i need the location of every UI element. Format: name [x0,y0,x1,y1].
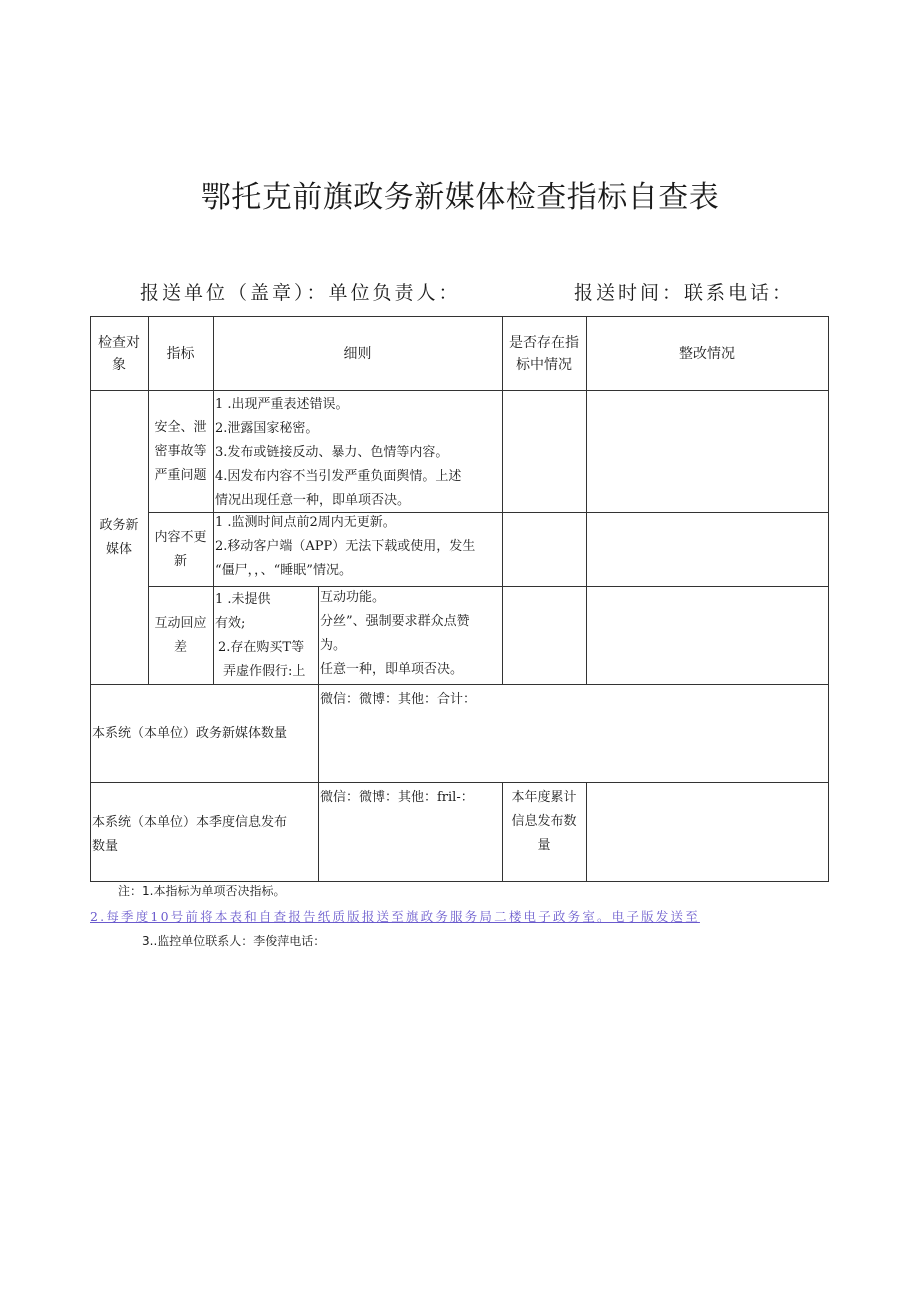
indicator-stale: 内容不更 新 [154,530,207,569]
header-exist: 是否存在指 标中情况 [509,335,579,373]
indicator-interaction: 互动回应 差 [154,616,207,655]
count-label: 本系统（本单位）政务新媒体数量 [92,726,288,741]
object-label: 政务新 媒体 [99,518,139,557]
detail-interaction-left: 1 .未提供 有效; 2.存在购买T等 弄虚作假行:上 [215,592,306,679]
header-object: 检查对 象 [98,335,140,373]
note-3: 3..监控单位联系人：李俊萍电话： [142,934,326,948]
report-unit-line: 报送单位（盖章）：单位负责人： [140,282,461,304]
page-title: 鄂托克前旗政务新媒体检查指标自查表 [200,180,720,215]
detail-security: 1 .出现严重表述错误。 2.泄露国家秘密。 3.发布或链接反动、暴力、色情等内容。 4.因发布内容不当引发严重负面舆情。上述 情况出现任意一种，即单项否决。 [215,397,462,508]
detail-stale: 1 .监测时间点前2周内无更新。 2.移动客户端（APP）无法下载或使用，发生 “僵尸，，、“睡眠”情况。 [215,515,476,578]
report-time-line: 报送时间：联系电话： [574,282,795,304]
header-indicator: 指标 [166,346,195,362]
detail-interaction-right: 互动功能。 分丝”、强制要求群众点赞 为。 任意一种，即单项否决。 [320,590,470,677]
header-detail: 细则 [343,346,372,362]
quarter-label: 本系统（本单位）本季度信息发布 数量 [92,815,288,854]
header-rectify: 整改情况 [679,346,735,362]
quarter-value: 微信：微博：其他：fril-： [320,790,474,805]
note-1: 注：1.本指标为单项否决指标。 [118,884,286,898]
indicator-security: 安全、泄 密事故等 严重问题 [154,420,207,483]
note-2: 2.每季度10号前将本表和自查报告纸质版报送至旗政务服务局二楼电子政务室。电子版发送至 [90,909,700,924]
count-value: 微信：微博：其他：合计： [320,692,477,707]
annual-label: 本年度累计 信息发布数 量 [511,790,577,853]
